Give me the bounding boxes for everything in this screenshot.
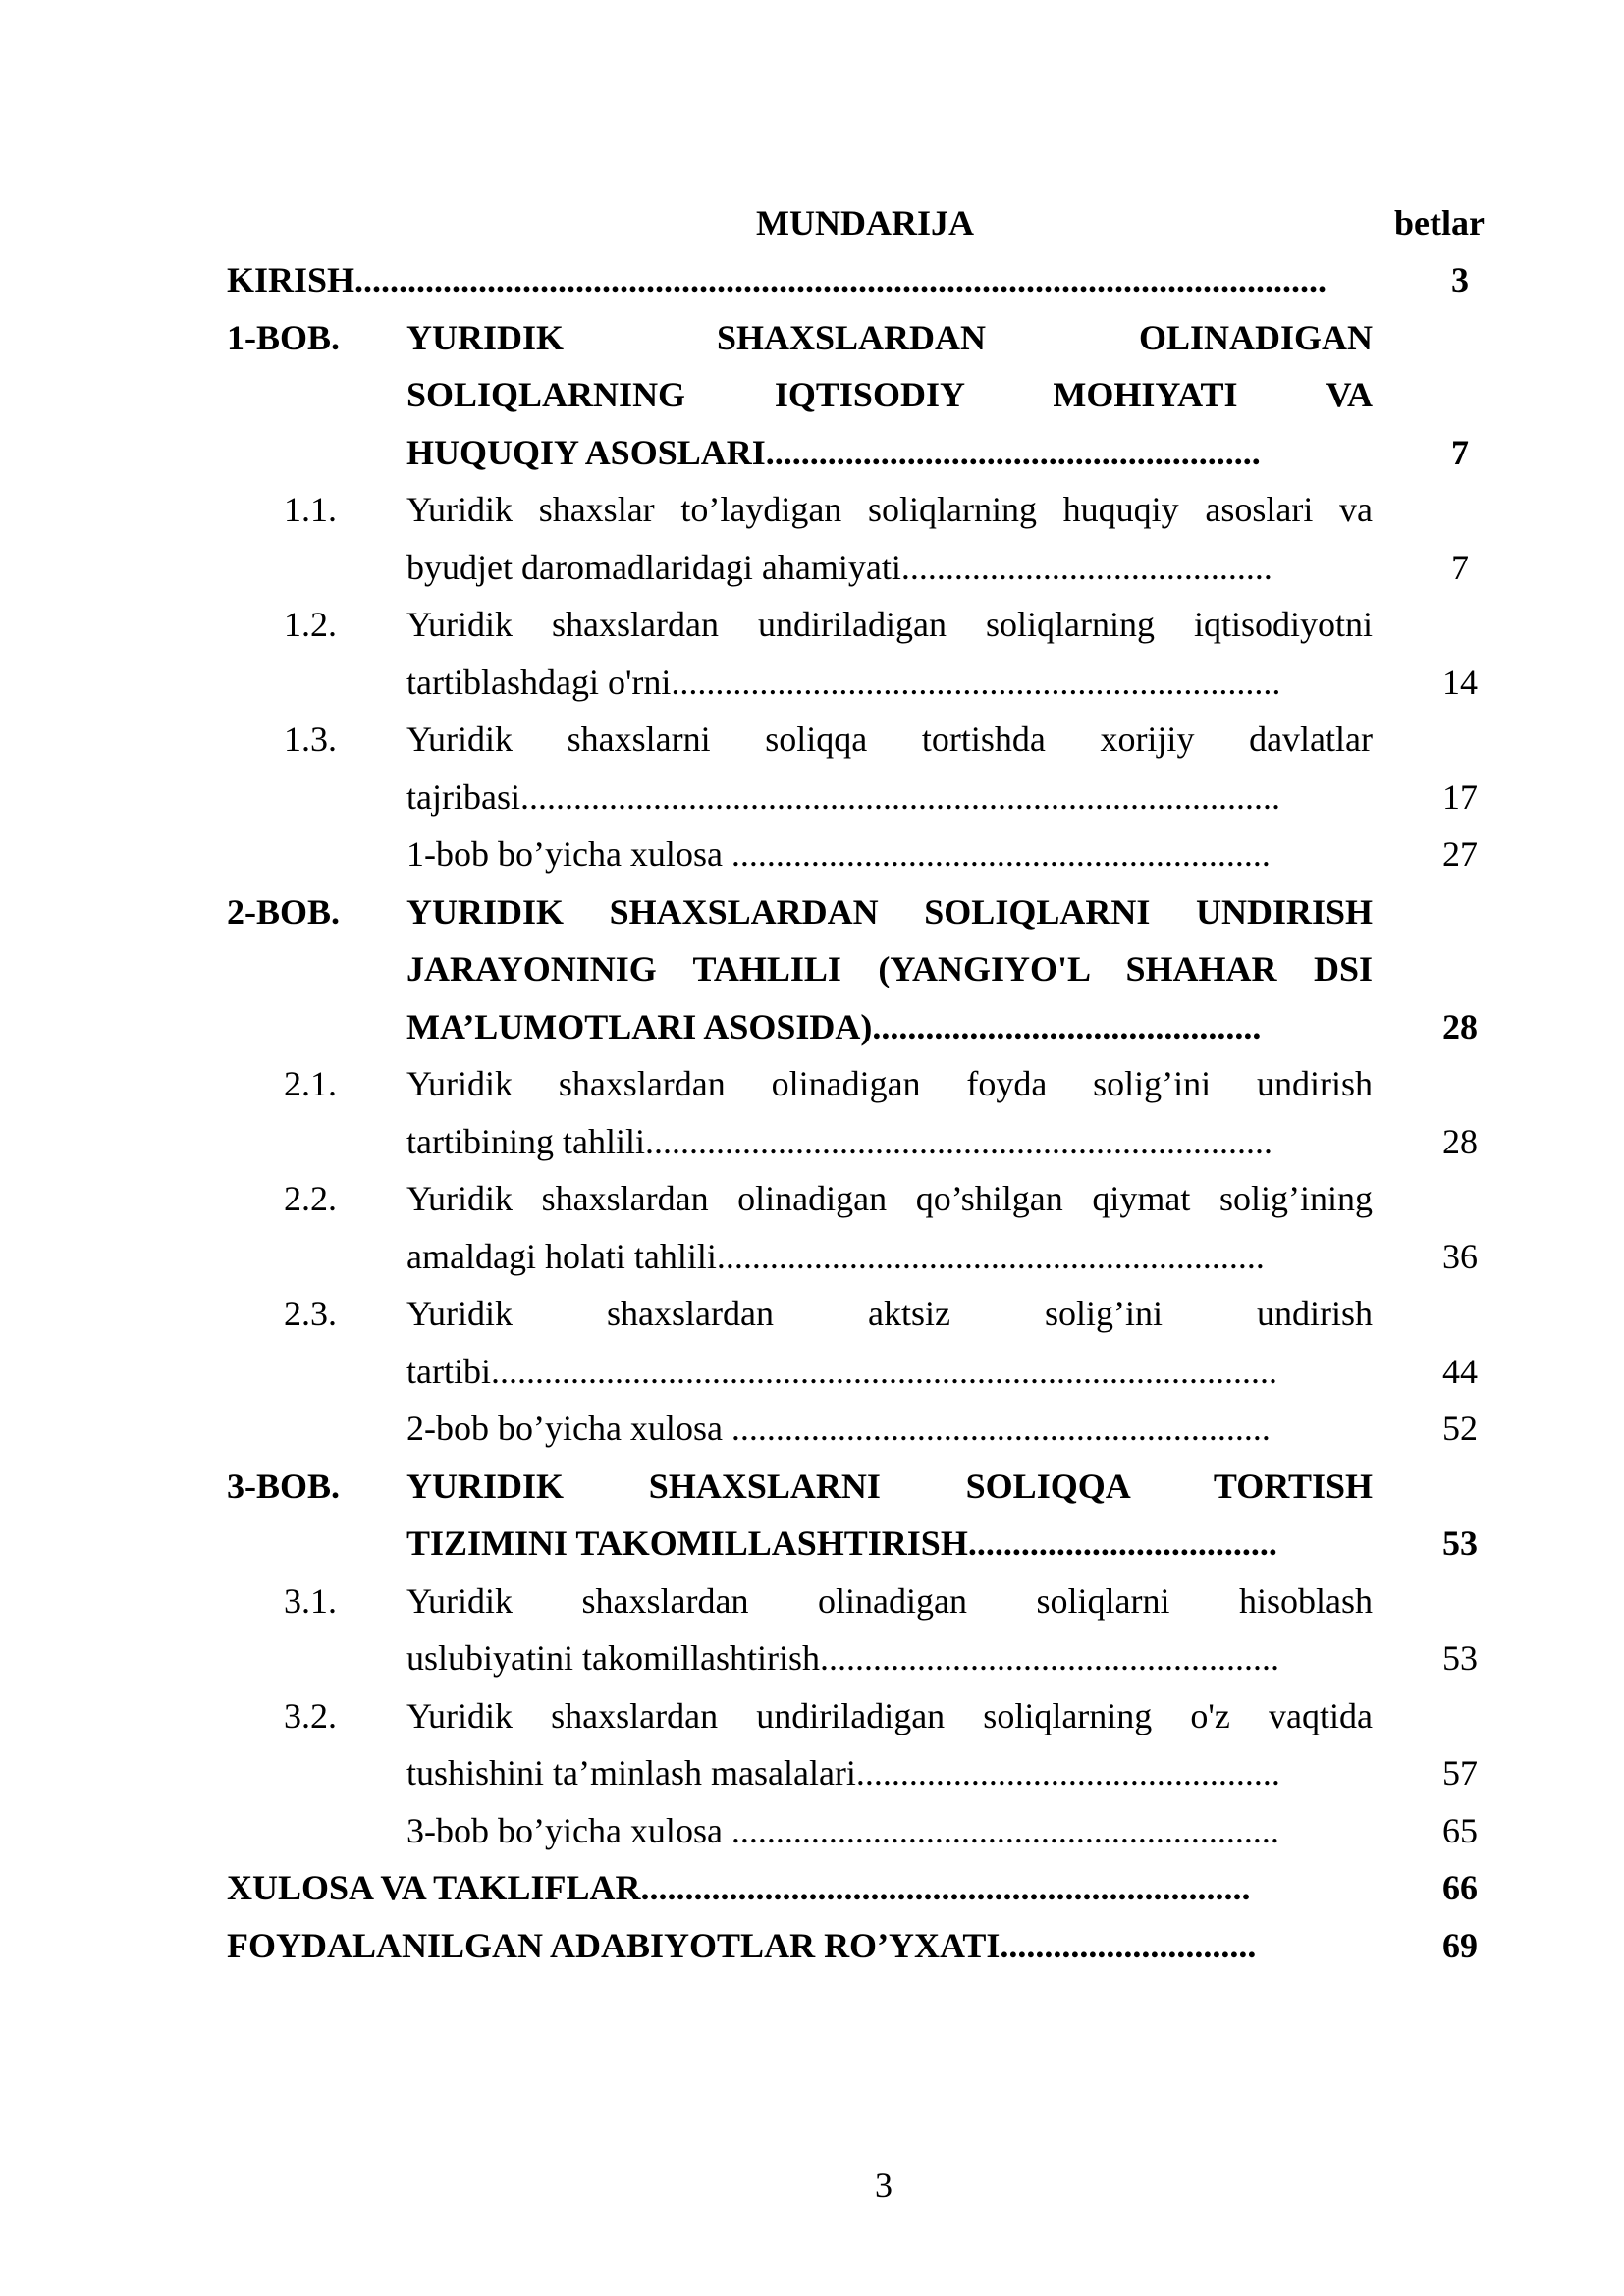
section-label: 1.3. <box>284 720 337 759</box>
toc-entry-text: Yuridik shaxslardan olinadigan foyda solig’ini undirish <box>406 1064 1373 1103</box>
toc-entry-text: YURIDIK SHAXSLARNI SOLIQQA TORTISH <box>406 1467 1373 1506</box>
toc-entry-text: Yuridik shaxslardan aktsiz solig’ini undirish <box>406 1294 1373 1333</box>
pages-column-header: betlar <box>1394 203 1485 242</box>
toc-page-number: 3 <box>1451 260 1469 299</box>
toc-entry-text: YURIDIK SHAXSLARDAN SOLIQLARNI UNDIRISH <box>406 892 1373 932</box>
toc-page-number: 7 <box>1451 548 1469 587</box>
toc-page-number: 69 <box>1442 1926 1478 1965</box>
toc-entry-text: KIRISH.............................................................................................................. <box>227 260 1327 299</box>
toc-entry-text: tartiblashdagi o'rni..................................................................... <box>406 663 1281 702</box>
section-label: 3.2. <box>284 1696 337 1735</box>
toc-entry-text: 1-bob bo’yicha xulosa ............................................................. <box>406 834 1271 874</box>
toc-entry-text: Yuridik shaxslar to’laydigan soliqlarning huquqiy asoslari va <box>406 490 1373 529</box>
section-label: 2.1. <box>284 1064 337 1103</box>
toc-entry-text: tartibi......................................................................................... <box>406 1352 1277 1391</box>
toc-entry-text: Yuridik shaxslarni soliqqa tortishda xorijiy davlatlar <box>406 720 1373 759</box>
section-label: 2.2. <box>284 1179 337 1218</box>
chapter-label: 1-BOB. <box>227 318 341 357</box>
toc-page-number: 57 <box>1442 1753 1478 1792</box>
toc-title: MUNDARIJA <box>756 203 974 242</box>
chapter-label: 2-BOB. <box>227 892 341 932</box>
toc-page-number: 17 <box>1442 777 1478 817</box>
toc-entry-text: HUQUQIY ASOSLARI........................................................ <box>406 433 1261 472</box>
toc-entry-text: Yuridik shaxslardan olinadigan soliqlarni hisoblash <box>406 1581 1373 1621</box>
toc-entry-text: YURIDIK SHAXSLARDAN OLINADIGAN <box>406 318 1373 357</box>
toc-page-number: 28 <box>1442 1122 1478 1161</box>
toc-page-number: 27 <box>1442 834 1478 874</box>
toc-entry-text: MA’LUMOTLARI ASOSIDA)............................................ <box>406 1007 1262 1046</box>
toc-page-number: 14 <box>1442 663 1478 702</box>
toc-entry-text: TIZIMINI TAKOMILLASHTIRISH................................... <box>406 1523 1277 1563</box>
toc-entry-text: uslubiyatini takomillashtirish.................................................... <box>406 1638 1279 1678</box>
section-label: 1.1. <box>284 490 337 529</box>
toc-entry-text: 3-bob bo’yicha xulosa .............................................................. <box>406 1811 1279 1850</box>
toc-entry-text: tajribasi...................................................................................... <box>406 777 1280 817</box>
toc-entry-text: amaldagi holati tahlili.............................................................. <box>406 1237 1265 1276</box>
section-label: 1.2. <box>284 605 337 644</box>
toc-entry-text: XULOSA VA TAKLIFLAR..................................................................... <box>227 1868 1251 1907</box>
toc-entry-text: tartibining tahlili....................................................................... <box>406 1122 1272 1161</box>
toc-page-number: 53 <box>1442 1638 1478 1678</box>
section-label: 3.1. <box>284 1581 337 1621</box>
chapter-label: 3-BOB. <box>227 1467 341 1506</box>
toc-entry-text: Yuridik shaxslardan undiriladigan soliqlarning o'z vaqtida <box>406 1696 1373 1735</box>
toc-entry-text: byudjet daromadlaridagi ahamiyati.......................................... <box>406 548 1272 587</box>
toc-entry-text: 2-bob bo’yicha xulosa ............................................................. <box>406 1409 1271 1448</box>
toc-page-number: 7 <box>1451 433 1469 472</box>
toc-page-number: 52 <box>1442 1409 1478 1448</box>
toc-entry-text: Yuridik shaxslardan undiriladigan soliqlarning iqtisodiyotni <box>406 605 1373 644</box>
toc-entry-text: SOLIQLARNING IQTISODIY MOHIYATI VA <box>406 375 1373 414</box>
toc-entry-text: JARAYONINIG TAHLILI (YANGIYO'L SHAHAR DSI <box>406 949 1373 988</box>
toc-entry-text: Yuridik shaxslardan olinadigan qo’shilgan qiymat solig’ining <box>406 1179 1373 1218</box>
toc-page-number: 53 <box>1442 1523 1478 1563</box>
toc-page-number: 36 <box>1442 1237 1478 1276</box>
toc-page-number: 44 <box>1442 1352 1478 1391</box>
toc-page-number: 28 <box>1442 1007 1478 1046</box>
toc-page-number: 66 <box>1442 1868 1478 1907</box>
section-label: 2.3. <box>284 1294 337 1333</box>
toc-page-number: 65 <box>1442 1811 1478 1850</box>
page-number: 3 <box>875 2165 893 2205</box>
toc-entry-text: FOYDALANILGAN ADABIYOTLAR RO’YXATI............................. <box>227 1926 1257 1965</box>
toc-entry-text: tushishini ta’minlash masalalari................................................ <box>406 1753 1280 1792</box>
